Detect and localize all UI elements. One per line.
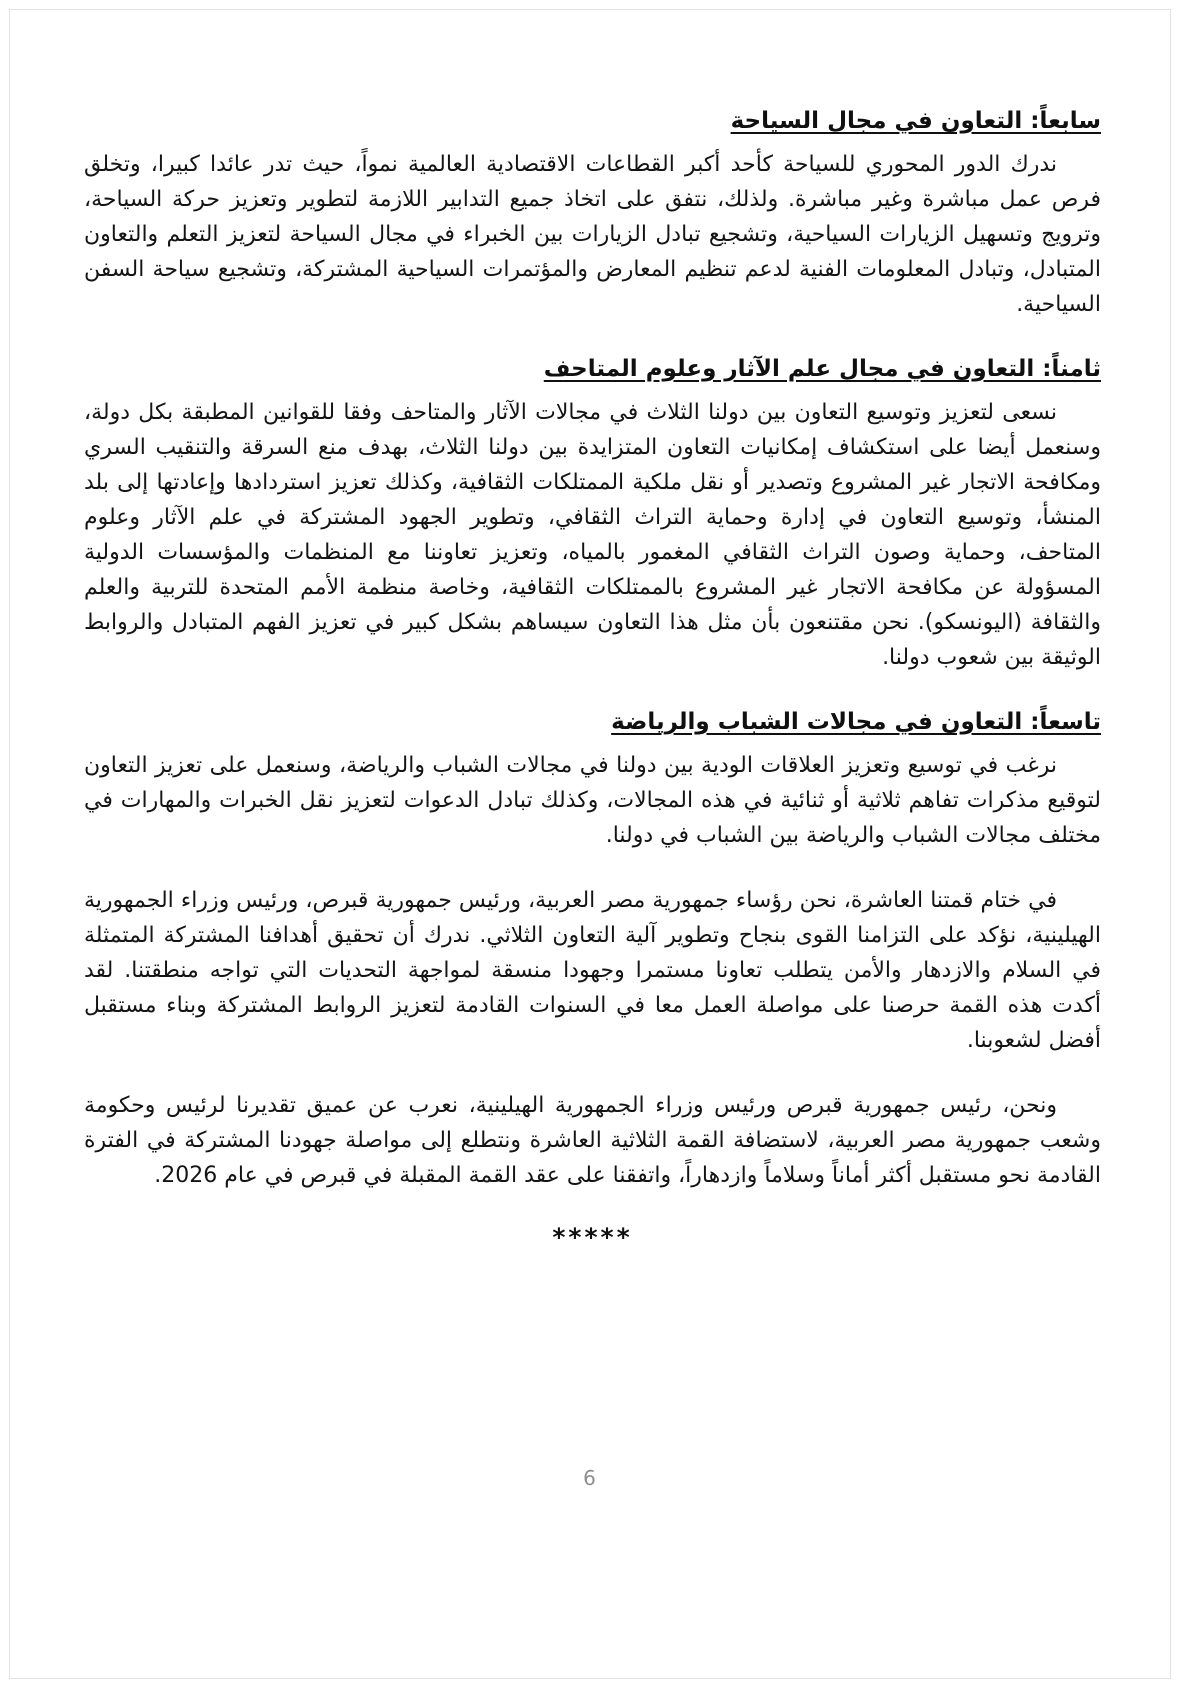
section-heading-tourism: سابعاً: التعاون في مجال السياحة <box>730 108 1101 134</box>
end-of-document-marker: ***** <box>552 1223 633 1252</box>
section-heading-youth-sports: تاسعاً: التعاون في مجالات الشباب والرياضة <box>611 709 1101 735</box>
closing-paragraph-gratitude-next-summit: ونحن، رئيس جمهورية قبرص ورئيس وزراء الجمهورية الهيلينية، نعرب عن عميق تقديرنا لرئيس وحكومة وشعب جمهورية مصر العربية، لاستضافة القمة الثلاثية العاشرة ونتطلع إلى مواصلة جهودنا المشتركة في الفترة القادمة نحو مستقبل أكثر أماناً وسلاماً وازدهاراً، واتفقنا على عقد القمة المقبلة في قبرص في عام 2026. <box>84 1093 1101 1188</box>
section-paragraph-youth-sports: نرغب في توسيع وتعزيز العلاقات الودية بين دولنا في مجالات الشباب والرياضة، وسنعمل على تعزيز التعاون لتوقيع مذكرات تفاهم ثلاثية أو ثنائية في هذه المجالات، وكذلك تبادل الدعوات لتعزيز نقل الخبرات والمهارات في مختلف مجالات الشباب والرياضة بين الشباب في دولنا. <box>84 753 1101 848</box>
section-paragraph-tourism: ندرك الدور المحوري للسياحة كأحد أكبر القطاعات الاقتصادية العالمية نمواً، حيث تدر عائدا كبيرا، وتخلق فرص عمل مباشرة وغير مباشرة. ولذلك، نتفق على اتخاذ جميع التدابير اللازمة لتطوير وتعزيز حركة السياحة، وترويج وتسهيل الزيارات السياحية، وتشجيع تبادل الزيارات بين الخبراء في مجال السياحة لتعزيز التعلم والتعاون المتبادل، وتبادل المعلومات الفنية لدعم تنظيم المعارض والمؤتمرات السياحية المشتركة، وتشجيع سياحة السفن السياحية. <box>84 152 1101 317</box>
section-archaeology-museums-cooperation <box>84 352 1101 675</box>
document-content <box>84 104 1101 1252</box>
section-paragraph-archaeology-museums: نسعى لتعزيز وتوسيع التعاون بين دولنا الثلاث في مجالات الآثار والمتاحف وفقا للقوانين المطبقة بكل دولة، وسنعمل أيضا على استكشاف إمكانيات التعاون المتزايدة بين دولنا الثلاث، بهدف منع السرقة والتنقيب السري ومكافحة الاتجار غير المشروع وتصدير أو نقل ملكية الممتلكات الثقافية، وكذلك تعزيز استردادها وإعادتها إلى بلد المنشأ، وتوسيع التعاون في إدارة وحماية التراث الثقافي، وتطوير الجهود المشتركة في علم الآثار وعلوم المتاحف، وحماية وصون التراث الثقافي المغمور بالمياه، وتعزيز تعاوننا مع المنظمات والمؤسسات الدولية المسؤولة عن مكافحة الاتجار غير المشروع بالممتلكات الثقافية، وخاصة منظمة الأمم المتحدة للتربية والعلم والثقافة (اليونسكو). نحن مقتنعون بأن مثل هذا التعاون سيساهم بشكل كبير في تعزيز الفهم المتبادل والروابط الوثيقة بين شعوب دولنا. <box>84 400 1101 670</box>
section-youth-sports-cooperation <box>84 705 1101 853</box>
page-number: 6 <box>583 1466 596 1490</box>
section-tourism-cooperation <box>84 104 1101 322</box>
section-heading-archaeology-museums: ثامناً: التعاون في مجال علم الآثار وعلوم المتاحف <box>543 356 1101 382</box>
closing-paragraph-summit-conclusion: في ختام قمتنا العاشرة، نحن رؤساء جمهورية مصر العربية، ورئيس جمهورية قبرص، ورئيس وزراء الجمهورية الهيلينية، نؤكد على التزامنا القوى بنجاح وتطوير آلية التعاون الثلاثي. ندرك أن تحقيق أهدافنا المشتركة المتمثلة في السلام والازدهار والأمن يتطلب تعاونا مستمرا وجهودا منسقة لمواجهة التحديات التي تواجه منطقتنا. لقد أكدت هذه القمة حرصنا على مواصلة العمل معا في السنوات القادمة لتعزيز الروابط المشتركة وبناء مستقبل أفضل لشعوبنا. <box>84 888 1101 1053</box>
